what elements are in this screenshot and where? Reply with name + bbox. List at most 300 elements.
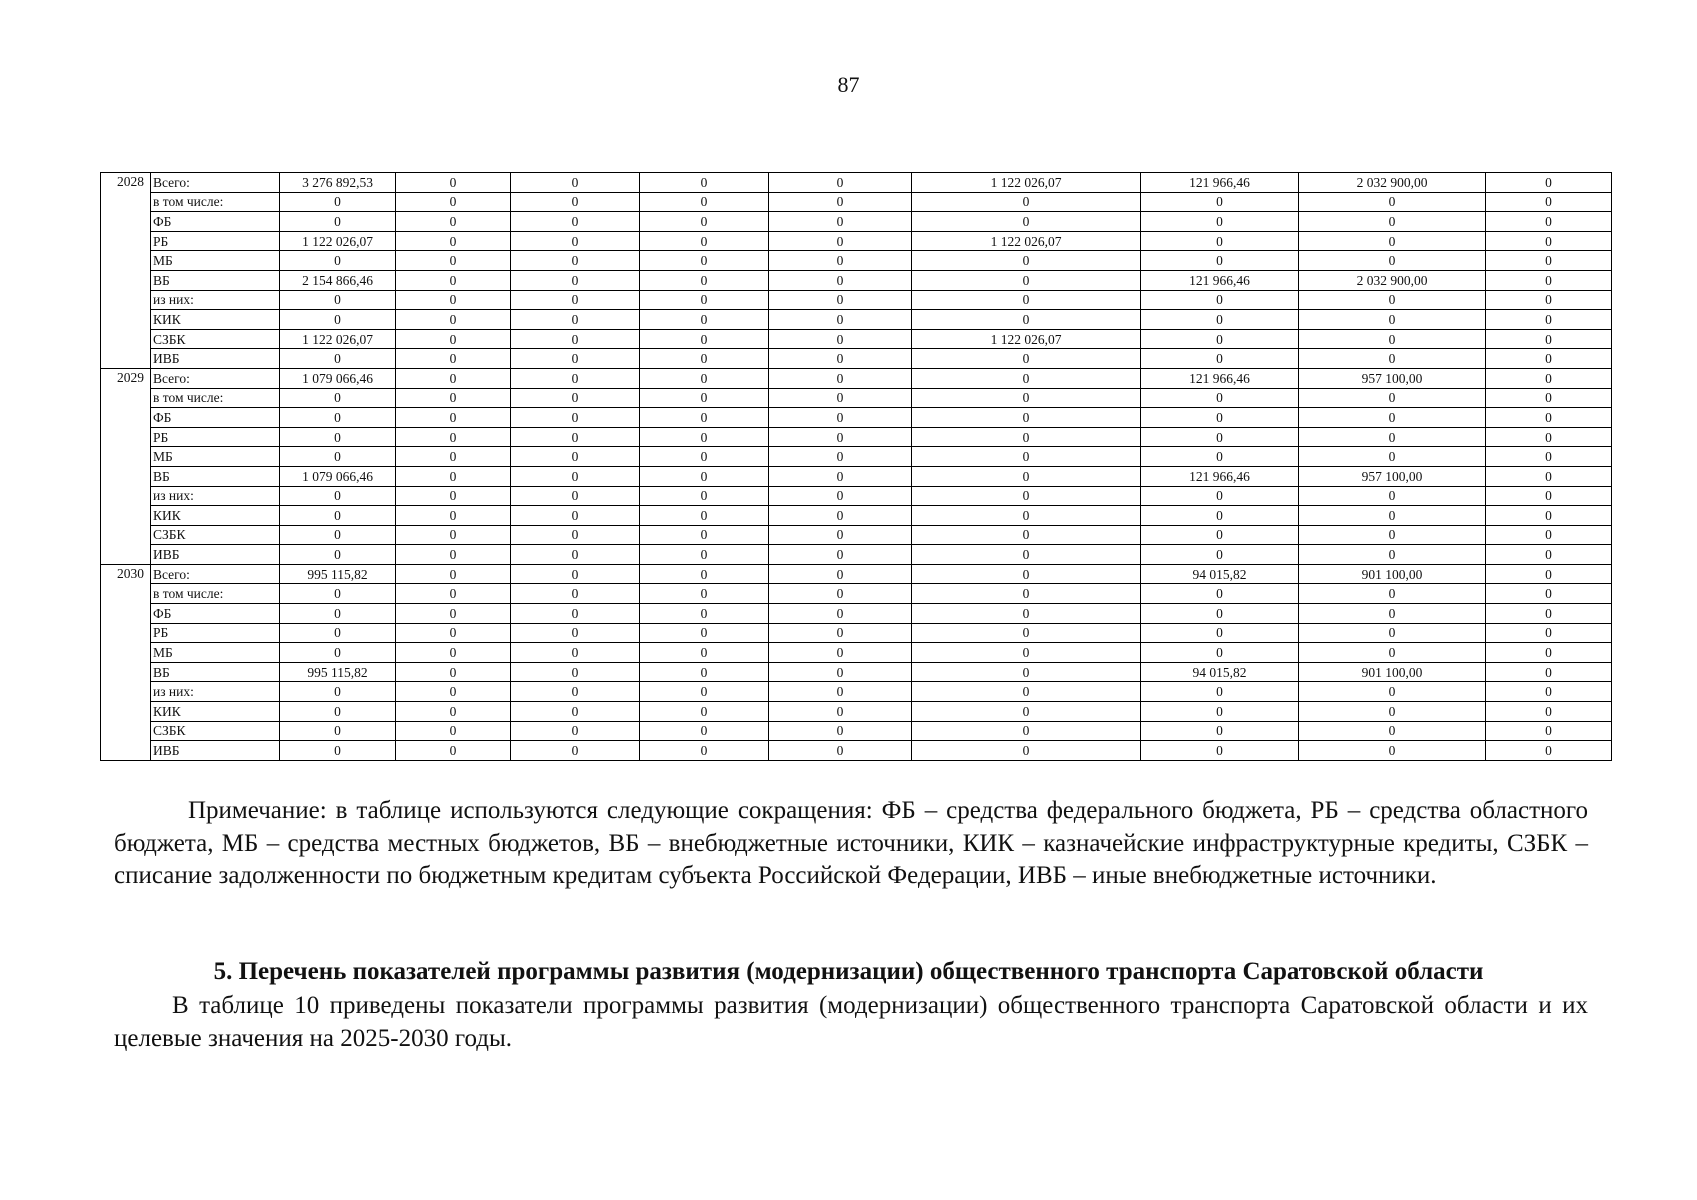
value-cell: 0 [1299, 408, 1486, 428]
value-cell: 0 [1141, 702, 1299, 722]
row-label-cell: РБ [151, 623, 280, 643]
row-label-cell: СЗБК [151, 329, 280, 349]
row-label-cell: КИК [151, 702, 280, 722]
value-cell: 0 [912, 349, 1141, 369]
value-cell: 0 [769, 447, 912, 467]
value-cell: 0 [1141, 741, 1299, 761]
value-cell: 0 [769, 408, 912, 428]
value-cell: 0 [1486, 506, 1612, 526]
value-cell: 0 [912, 486, 1141, 506]
section-title: 5. Перечень показателей программы развития (модернизации) общественного транспорта Саратовской области [213, 958, 1484, 985]
value-cell: 0 [1299, 427, 1486, 447]
value-cell: 0 [1299, 231, 1486, 251]
value-cell: 0 [1486, 310, 1612, 330]
value-cell: 0 [511, 623, 640, 643]
value-cell: 0 [769, 251, 912, 271]
value-cell: 0 [912, 525, 1141, 545]
value-cell: 0 [912, 506, 1141, 526]
value-cell: 0 [280, 643, 396, 663]
value-cell: 957 100,00 [1299, 368, 1486, 388]
value-cell: 0 [769, 173, 912, 193]
value-cell: 0 [1141, 310, 1299, 330]
value-cell: 0 [769, 212, 912, 232]
value-cell: 0 [769, 564, 912, 584]
value-cell: 0 [640, 506, 769, 526]
value-cell: 0 [396, 368, 511, 388]
value-cell: 0 [396, 584, 511, 604]
row-label-cell: ФБ [151, 604, 280, 624]
value-cell: 0 [1141, 329, 1299, 349]
value-cell: 0 [640, 721, 769, 741]
value-cell: 1 122 026,07 [912, 173, 1141, 193]
value-cell: 0 [511, 447, 640, 467]
value-cell: 2 032 900,00 [1299, 173, 1486, 193]
value-cell: 0 [769, 721, 912, 741]
value-cell: 0 [280, 486, 396, 506]
value-cell: 0 [280, 525, 396, 545]
value-cell: 0 [1299, 447, 1486, 467]
value-cell: 121 966,46 [1141, 368, 1299, 388]
value-cell: 0 [1299, 741, 1486, 761]
value-cell: 0 [511, 486, 640, 506]
value-cell: 0 [912, 408, 1141, 428]
value-cell: 901 100,00 [1299, 564, 1486, 584]
value-cell: 0 [769, 486, 912, 506]
value-cell: 0 [1486, 545, 1612, 565]
table-row [101, 584, 1612, 604]
value-cell: 0 [640, 623, 769, 643]
value-cell: 995 115,82 [280, 564, 396, 584]
value-cell: 94 015,82 [1141, 662, 1299, 682]
value-cell: 0 [769, 584, 912, 604]
value-cell: 3 276 892,53 [280, 173, 396, 193]
value-cell: 0 [396, 525, 511, 545]
value-cell: 0 [1141, 721, 1299, 741]
value-cell: 0 [640, 368, 769, 388]
value-cell: 0 [1299, 290, 1486, 310]
value-cell: 0 [1141, 427, 1299, 447]
value-cell: 0 [511, 721, 640, 741]
value-cell: 0 [640, 173, 769, 193]
value-cell: 0 [1141, 623, 1299, 643]
value-cell: 0 [769, 388, 912, 408]
value-cell: 0 [1486, 741, 1612, 761]
value-cell: 0 [396, 329, 511, 349]
value-cell: 0 [1141, 643, 1299, 663]
value-cell: 0 [396, 486, 511, 506]
value-cell: 0 [1141, 545, 1299, 565]
row-label-cell: Всего: [151, 173, 280, 193]
row-label-cell: МБ [151, 447, 280, 467]
row-label-cell: ВБ [151, 466, 280, 486]
table-row [101, 643, 1612, 663]
table-row [101, 702, 1612, 722]
value-cell: 0 [396, 623, 511, 643]
value-cell: 0 [511, 192, 640, 212]
value-cell: 0 [511, 270, 640, 290]
value-cell: 0 [280, 290, 396, 310]
table-row [101, 662, 1612, 682]
value-cell: 0 [640, 604, 769, 624]
value-cell: 0 [280, 251, 396, 271]
value-cell: 0 [1299, 349, 1486, 369]
value-cell: 0 [280, 623, 396, 643]
value-cell: 0 [912, 584, 1141, 604]
table-row [101, 251, 1612, 271]
value-cell: 0 [396, 721, 511, 741]
value-cell: 0 [1141, 231, 1299, 251]
value-cell: 0 [280, 682, 396, 702]
value-cell: 0 [912, 741, 1141, 761]
row-label-cell: в том числе: [151, 192, 280, 212]
value-cell: 0 [1486, 486, 1612, 506]
value-cell: 0 [511, 329, 640, 349]
table-row [101, 408, 1612, 428]
value-cell: 0 [280, 584, 396, 604]
value-cell: 0 [1486, 290, 1612, 310]
row-label-cell: МБ [151, 643, 280, 663]
value-cell: 0 [912, 251, 1141, 271]
year-cell: 2029 [101, 368, 151, 564]
value-cell: 0 [280, 310, 396, 330]
value-cell: 0 [511, 682, 640, 702]
value-cell: 0 [1486, 564, 1612, 584]
row-label-cell: из них: [151, 290, 280, 310]
value-cell: 1 079 066,46 [280, 368, 396, 388]
value-cell: 0 [1299, 506, 1486, 526]
value-cell: 0 [640, 427, 769, 447]
row-label-cell: РБ [151, 427, 280, 447]
value-cell: 0 [912, 604, 1141, 624]
value-cell: 0 [640, 310, 769, 330]
table-row [101, 349, 1612, 369]
value-cell: 0 [396, 643, 511, 663]
value-cell: 0 [640, 525, 769, 545]
row-label-cell: Всего: [151, 368, 280, 388]
value-cell: 0 [511, 662, 640, 682]
value-cell: 0 [1486, 643, 1612, 663]
table-row [101, 270, 1612, 290]
value-cell: 0 [1486, 466, 1612, 486]
value-cell: 0 [1299, 251, 1486, 271]
value-cell: 0 [1141, 525, 1299, 545]
value-cell: 0 [511, 349, 640, 369]
value-cell: 0 [640, 486, 769, 506]
value-cell: 0 [912, 721, 1141, 741]
value-cell: 0 [1486, 447, 1612, 467]
value-cell: 0 [1486, 427, 1612, 447]
row-label-cell: ВБ [151, 270, 280, 290]
value-cell: 0 [912, 192, 1141, 212]
value-cell: 0 [769, 329, 912, 349]
value-cell: 995 115,82 [280, 662, 396, 682]
value-cell: 0 [912, 643, 1141, 663]
value-cell: 0 [280, 192, 396, 212]
row-label-cell: из них: [151, 486, 280, 506]
value-cell: 0 [511, 290, 640, 310]
row-label-cell: в том числе: [151, 584, 280, 604]
value-cell: 0 [1141, 486, 1299, 506]
value-cell: 0 [396, 564, 511, 584]
value-cell: 0 [1486, 662, 1612, 682]
table-row [101, 427, 1612, 447]
year-cell: 2028 [101, 173, 151, 369]
value-cell: 0 [1299, 702, 1486, 722]
value-cell: 1 122 026,07 [280, 329, 396, 349]
value-cell: 94 015,82 [1141, 564, 1299, 584]
value-cell: 0 [280, 427, 396, 447]
table-row [101, 192, 1612, 212]
value-cell: 0 [396, 604, 511, 624]
value-cell: 0 [1299, 604, 1486, 624]
value-cell: 0 [1141, 349, 1299, 369]
value-cell: 0 [396, 506, 511, 526]
value-cell: 0 [640, 564, 769, 584]
value-cell: 0 [1141, 447, 1299, 467]
value-cell: 0 [1299, 212, 1486, 232]
value-cell: 0 [280, 212, 396, 232]
value-cell: 0 [1299, 643, 1486, 663]
value-cell: 0 [912, 545, 1141, 565]
value-cell: 0 [640, 545, 769, 565]
value-cell: 0 [1299, 486, 1486, 506]
section-text: В таблице 10 приведены показатели программы развития (модернизации) общественного транспорта Саратовской области и их целевые значения на 2025-2030 годы. [114, 992, 1588, 1052]
value-cell: 0 [640, 192, 769, 212]
financing-table [100, 172, 1612, 761]
value-cell: 0 [280, 349, 396, 369]
value-cell: 0 [640, 682, 769, 702]
table-row [101, 741, 1612, 761]
value-cell: 0 [912, 662, 1141, 682]
value-cell: 0 [280, 447, 396, 467]
value-cell: 0 [1486, 173, 1612, 193]
value-cell: 0 [1486, 212, 1612, 232]
value-cell: 0 [511, 506, 640, 526]
value-cell: 901 100,00 [1299, 662, 1486, 682]
value-cell: 0 [1299, 525, 1486, 545]
value-cell: 0 [769, 682, 912, 702]
value-cell: 0 [1486, 408, 1612, 428]
value-cell: 0 [280, 545, 396, 565]
value-cell: 0 [769, 192, 912, 212]
value-cell: 0 [769, 310, 912, 330]
table-row [101, 310, 1612, 330]
value-cell: 0 [396, 682, 511, 702]
value-cell: 0 [396, 251, 511, 271]
value-cell: 0 [396, 349, 511, 369]
value-cell: 0 [912, 623, 1141, 643]
value-cell: 0 [912, 212, 1141, 232]
value-cell: 0 [511, 251, 640, 271]
value-cell: 0 [396, 310, 511, 330]
value-cell: 0 [1141, 408, 1299, 428]
value-cell: 0 [1299, 310, 1486, 330]
value-cell: 0 [912, 290, 1141, 310]
value-cell: 0 [396, 741, 511, 761]
value-cell: 0 [511, 741, 640, 761]
table-row [101, 604, 1612, 624]
table-row [101, 290, 1612, 310]
value-cell: 0 [1141, 604, 1299, 624]
value-cell: 0 [1486, 270, 1612, 290]
financing-table-body [101, 173, 1612, 761]
value-cell: 0 [912, 447, 1141, 467]
value-cell: 0 [396, 290, 511, 310]
row-label-cell: РБ [151, 231, 280, 251]
value-cell: 1 122 026,07 [912, 231, 1141, 251]
value-cell: 0 [511, 545, 640, 565]
value-cell: 0 [1486, 682, 1612, 702]
value-cell: 2 154 866,46 [280, 270, 396, 290]
value-cell: 0 [1299, 329, 1486, 349]
row-label-cell: ВБ [151, 662, 280, 682]
row-label-cell: МБ [151, 251, 280, 271]
value-cell: 0 [1486, 623, 1612, 643]
value-cell: 0 [912, 368, 1141, 388]
table-row [101, 173, 1612, 193]
value-cell: 0 [769, 506, 912, 526]
row-label-cell: ИВБ [151, 545, 280, 565]
value-cell: 0 [769, 427, 912, 447]
value-cell: 0 [640, 408, 769, 428]
value-cell: 121 966,46 [1141, 466, 1299, 486]
value-cell: 0 [912, 564, 1141, 584]
value-cell: 0 [640, 251, 769, 271]
value-cell: 0 [640, 584, 769, 604]
value-cell: 2 032 900,00 [1299, 270, 1486, 290]
value-cell: 0 [640, 741, 769, 761]
value-cell: 0 [280, 604, 396, 624]
row-label-cell: ФБ [151, 408, 280, 428]
value-cell: 0 [511, 525, 640, 545]
value-cell: 0 [769, 702, 912, 722]
value-cell: 0 [912, 702, 1141, 722]
value-cell: 0 [769, 349, 912, 369]
value-cell: 0 [1486, 584, 1612, 604]
value-cell: 1 079 066,46 [280, 466, 396, 486]
value-cell: 0 [1486, 251, 1612, 271]
value-cell: 0 [396, 466, 511, 486]
value-cell: 0 [640, 349, 769, 369]
value-cell: 0 [640, 643, 769, 663]
value-cell: 0 [1141, 251, 1299, 271]
value-cell: 0 [1299, 388, 1486, 408]
value-cell: 957 100,00 [1299, 466, 1486, 486]
value-cell: 0 [769, 643, 912, 663]
value-cell: 0 [1486, 721, 1612, 741]
value-cell: 0 [511, 604, 640, 624]
value-cell: 0 [912, 388, 1141, 408]
value-cell: 0 [1141, 212, 1299, 232]
value-cell: 0 [396, 231, 511, 251]
table-row [101, 388, 1612, 408]
value-cell: 0 [640, 466, 769, 486]
value-cell: 0 [1299, 545, 1486, 565]
value-cell: 121 966,46 [1141, 270, 1299, 290]
table-row [101, 721, 1612, 741]
value-cell: 0 [1141, 506, 1299, 526]
table-row [101, 486, 1612, 506]
value-cell: 0 [640, 329, 769, 349]
table-row [101, 447, 1612, 467]
table-row [101, 329, 1612, 349]
value-cell: 0 [912, 310, 1141, 330]
value-cell: 0 [1486, 604, 1612, 624]
value-cell: 0 [280, 506, 396, 526]
value-cell: 0 [769, 525, 912, 545]
value-cell: 0 [280, 721, 396, 741]
value-cell: 0 [640, 270, 769, 290]
value-cell: 0 [769, 368, 912, 388]
value-cell: 0 [1486, 368, 1612, 388]
value-cell: 0 [769, 545, 912, 565]
value-cell: 0 [640, 662, 769, 682]
value-cell: 121 966,46 [1141, 173, 1299, 193]
table-row [101, 231, 1612, 251]
row-label-cell: СЗБК [151, 721, 280, 741]
value-cell: 0 [1141, 388, 1299, 408]
value-cell: 0 [769, 623, 912, 643]
row-label-cell: КИК [151, 506, 280, 526]
table-row [101, 623, 1612, 643]
value-cell: 0 [1486, 525, 1612, 545]
row-label-cell: СЗБК [151, 525, 280, 545]
value-cell: 0 [396, 212, 511, 232]
value-cell: 0 [1486, 231, 1612, 251]
value-cell: 0 [511, 427, 640, 447]
value-cell: 0 [769, 662, 912, 682]
value-cell: 0 [396, 388, 511, 408]
row-label-cell: из них: [151, 682, 280, 702]
value-cell: 0 [769, 741, 912, 761]
value-cell: 0 [1486, 329, 1612, 349]
value-cell: 0 [396, 173, 511, 193]
row-label-cell: ФБ [151, 212, 280, 232]
value-cell: 0 [1299, 584, 1486, 604]
value-cell: 0 [640, 212, 769, 232]
value-cell: 0 [1141, 192, 1299, 212]
value-cell: 0 [1141, 290, 1299, 310]
value-cell: 0 [640, 231, 769, 251]
value-cell: 0 [396, 447, 511, 467]
value-cell: 0 [511, 702, 640, 722]
table-row [101, 212, 1612, 232]
value-cell: 0 [511, 466, 640, 486]
row-label-cell: ИВБ [151, 741, 280, 761]
table-row [101, 525, 1612, 545]
value-cell: 0 [511, 564, 640, 584]
value-cell: 1 122 026,07 [912, 329, 1141, 349]
value-cell: 0 [912, 682, 1141, 702]
page-number: 87 [837, 72, 860, 97]
value-cell: 0 [1299, 721, 1486, 741]
value-cell: 0 [511, 310, 640, 330]
value-cell: 0 [1299, 192, 1486, 212]
value-cell: 0 [396, 545, 511, 565]
value-cell: 0 [1299, 623, 1486, 643]
value-cell: 1 122 026,07 [280, 231, 396, 251]
value-cell: 0 [912, 270, 1141, 290]
value-cell: 0 [769, 466, 912, 486]
value-cell: 0 [511, 368, 640, 388]
value-cell: 0 [511, 388, 640, 408]
value-cell: 0 [1299, 682, 1486, 702]
value-cell: 0 [769, 231, 912, 251]
value-cell: 0 [1141, 682, 1299, 702]
value-cell: 0 [640, 388, 769, 408]
table-row [101, 368, 1612, 388]
value-cell: 0 [511, 643, 640, 663]
